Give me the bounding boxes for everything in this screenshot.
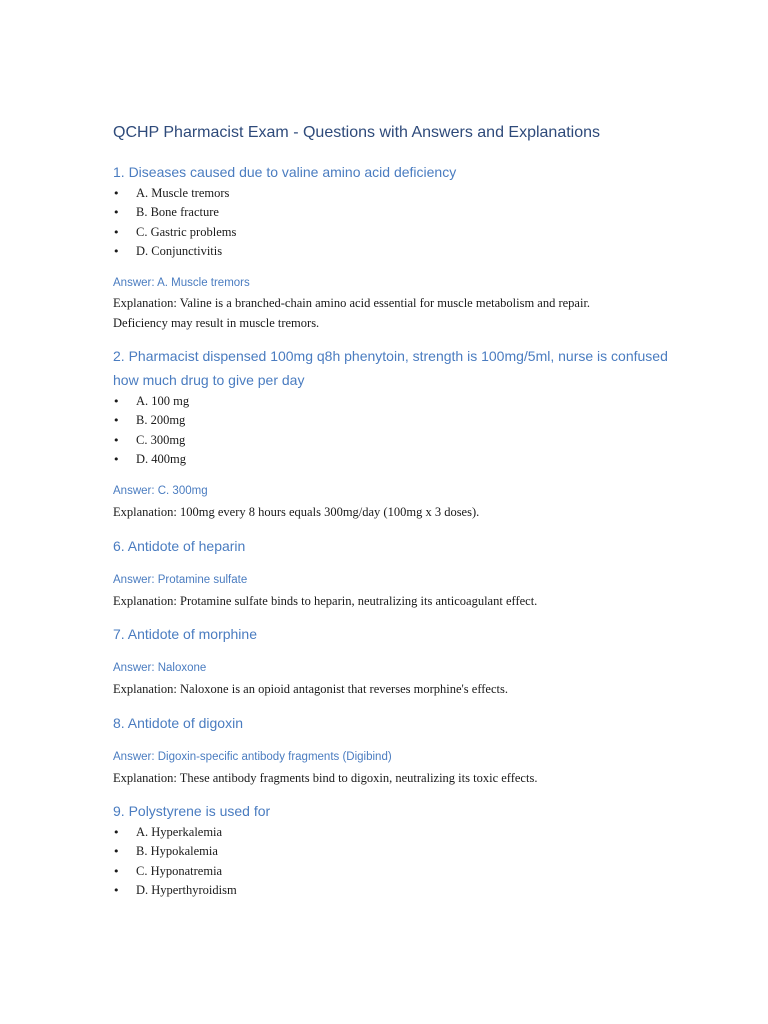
- question-6-answer: Answer: Protamine sulfate: [113, 574, 248, 586]
- bullet-icon: •: [113, 845, 120, 859]
- bullet-icon: •: [113, 206, 120, 220]
- bullet-icon: •: [113, 433, 120, 447]
- option-text: C. Gastric problems: [136, 224, 237, 239]
- question-7-explanation: Explanation: Naloxone is an opioid antagonist that reverses morphine's effects.: [113, 682, 508, 696]
- question-9-heading: 9. Polystyrene is used for: [113, 803, 271, 819]
- option-item: [113, 392, 189, 411]
- question-8-heading: 8. Antidote of digoxin: [113, 715, 243, 731]
- question-8-explanation: Explanation: These antibody fragments bind to digoxin, neutralizing its toxic effects.: [113, 771, 538, 785]
- option-text: B. Bone fracture: [136, 205, 219, 220]
- question-6-heading: 6. Antidote of heparin: [113, 538, 246, 554]
- bullet-icon: •: [113, 187, 120, 200]
- option-item: [113, 184, 236, 203]
- option-item: [113, 862, 237, 881]
- option-text: B. Hypokalemia: [136, 844, 218, 859]
- question-9-options: [113, 823, 237, 900]
- option-item: [113, 242, 236, 261]
- question-1-heading: 1. Diseases caused due to valine amino acid deficiency: [113, 164, 457, 180]
- question-1-explanation: Explanation: Valine is a branched-chain amino acid essential for muscle metabolism and repair. Deficiency may result in muscle tremors.: [113, 296, 591, 330]
- bullet-icon: •: [113, 395, 120, 408]
- question-2-options: [113, 392, 189, 469]
- bullet-icon: •: [113, 883, 120, 897]
- question-2-heading: 2. Pharmacist dispensed 100mg q8h phenytoin, strength is 100mg/5ml, nurse is confused how much drug to give per day: [113, 348, 668, 388]
- bullet-icon: •: [113, 452, 120, 466]
- option-item: [113, 203, 236, 222]
- option-text: B. 200mg: [136, 413, 186, 428]
- bullet-icon: •: [113, 244, 120, 258]
- bullet-icon: •: [113, 864, 120, 878]
- option-text: D. Hyperthyroidism: [136, 882, 237, 897]
- option-item: [113, 450, 189, 469]
- question-7-heading: 7. Antidote of morphine: [113, 626, 257, 642]
- option-item: [113, 223, 236, 242]
- option-text: C. 300mg: [136, 432, 186, 447]
- question-7-answer: Answer: Naloxone: [113, 662, 207, 674]
- option-text: D. Conjunctivitis: [136, 243, 223, 258]
- option-text: A. Muscle tremors: [136, 186, 230, 200]
- question-8-answer: Answer: Digoxin-specific antibody fragments (Digibind): [113, 751, 392, 763]
- bullet-icon: •: [113, 414, 120, 428]
- bullet-icon: •: [113, 225, 120, 239]
- option-text: D. 400mg: [136, 451, 186, 466]
- option-text: A. 100 mg: [136, 394, 190, 408]
- option-item: [113, 881, 237, 900]
- question-1-answer: Answer: A. Muscle tremors: [113, 277, 250, 289]
- document-title: QCHP Pharmacist Exam - Questions with Answers and Explanations: [113, 124, 601, 141]
- option-item: [113, 431, 189, 450]
- question-2-explanation: Explanation: 100mg every 8 hours equals 300mg/day (100mg x 3 doses).: [113, 505, 480, 519]
- option-text: A. Hyperkalemia: [136, 825, 223, 839]
- question-6-explanation: Explanation: Protamine sulfate binds to heparin, neutralizing its anticoagulant effect.: [113, 594, 538, 608]
- option-item: [113, 823, 237, 842]
- option-text: C. Hyponatremia: [136, 863, 223, 878]
- bullet-icon: •: [113, 826, 120, 839]
- option-item: [113, 411, 189, 430]
- option-item: [113, 842, 237, 861]
- question-1-options: [113, 184, 236, 261]
- question-2-answer: Answer: C. 300mg: [113, 485, 208, 497]
